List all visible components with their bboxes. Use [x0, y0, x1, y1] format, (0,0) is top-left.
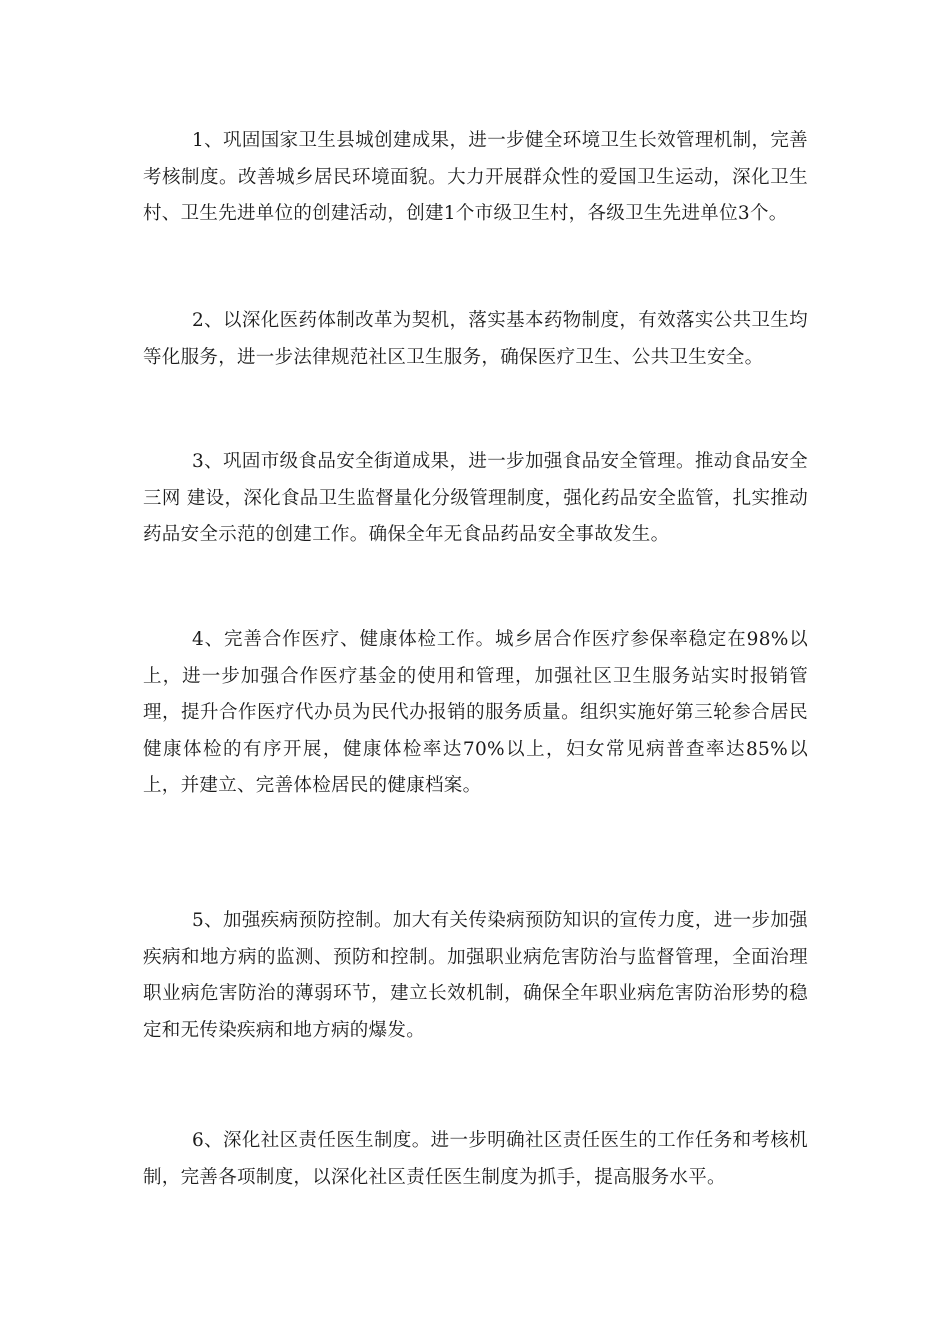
- paragraph-6: 6、深化社区责任医生制度。进一步明确社区责任医生的工作任务和考核机制，完善各项制度，以深化社区责任医生制度为抓手，提高服务水平。: [143, 1130, 808, 1188]
- paragraph-5: 5、加强疾病预防控制。加大有关传染病预防知识的宣传力度，进一步加强疾病和地方病的监测、预防和控制。加强职业病危害防治与监督管理，全面治理职业病危害防治的薄弱环节，建立长效机制，确保全年职业病危害防治形势的稳定和无传染疾病和地方病的爆发。: [143, 910, 808, 1041]
- paragraph-4: 4、完善合作医疗、健康体检工作。城乡居合作医疗参保率稳定在98%以上，进一步加强合作医疗基金的使用和管理，加强社区卫生服务站实时报销管理，提升合作医疗代办员为民代办报销的服务质量。组织实施好第三轮参合居民健康体检的有序开展，健康体检率达70%以上，妇女常见病普查率达85%以上，并建立、完善体检居民的健康档案。: [143, 629, 808, 796]
- paragraph-3: 3、巩固市级食品安全街道成果，进一步加强食品安全管理。推动食品安全三网 建设，深化食品卫生监督量化分级管理制度，强化药品安全监管，扎实推动药品安全示范的创建工作。确保全年无食品药品安全事故发生。: [143, 451, 808, 545]
- paragraph-1: 1、巩固国家卫生县城创建成果，进一步健全环境卫生长效管理机制，完善考核制度。改善城乡居民环境面貌。大力开展群众性的爱国卫生运动，深化卫生村、卫生先进单位的创建活动，创建1个市级卫生村，各级卫生先进单位3个。: [143, 130, 808, 224]
- paragraph-2: 2、以深化医药体制改革为契机，落实基本药物制度，有效落实公共卫生均等化服务，进一步法律规范社区卫生服务，确保医疗卫生、公共卫生安全。: [143, 310, 808, 368]
